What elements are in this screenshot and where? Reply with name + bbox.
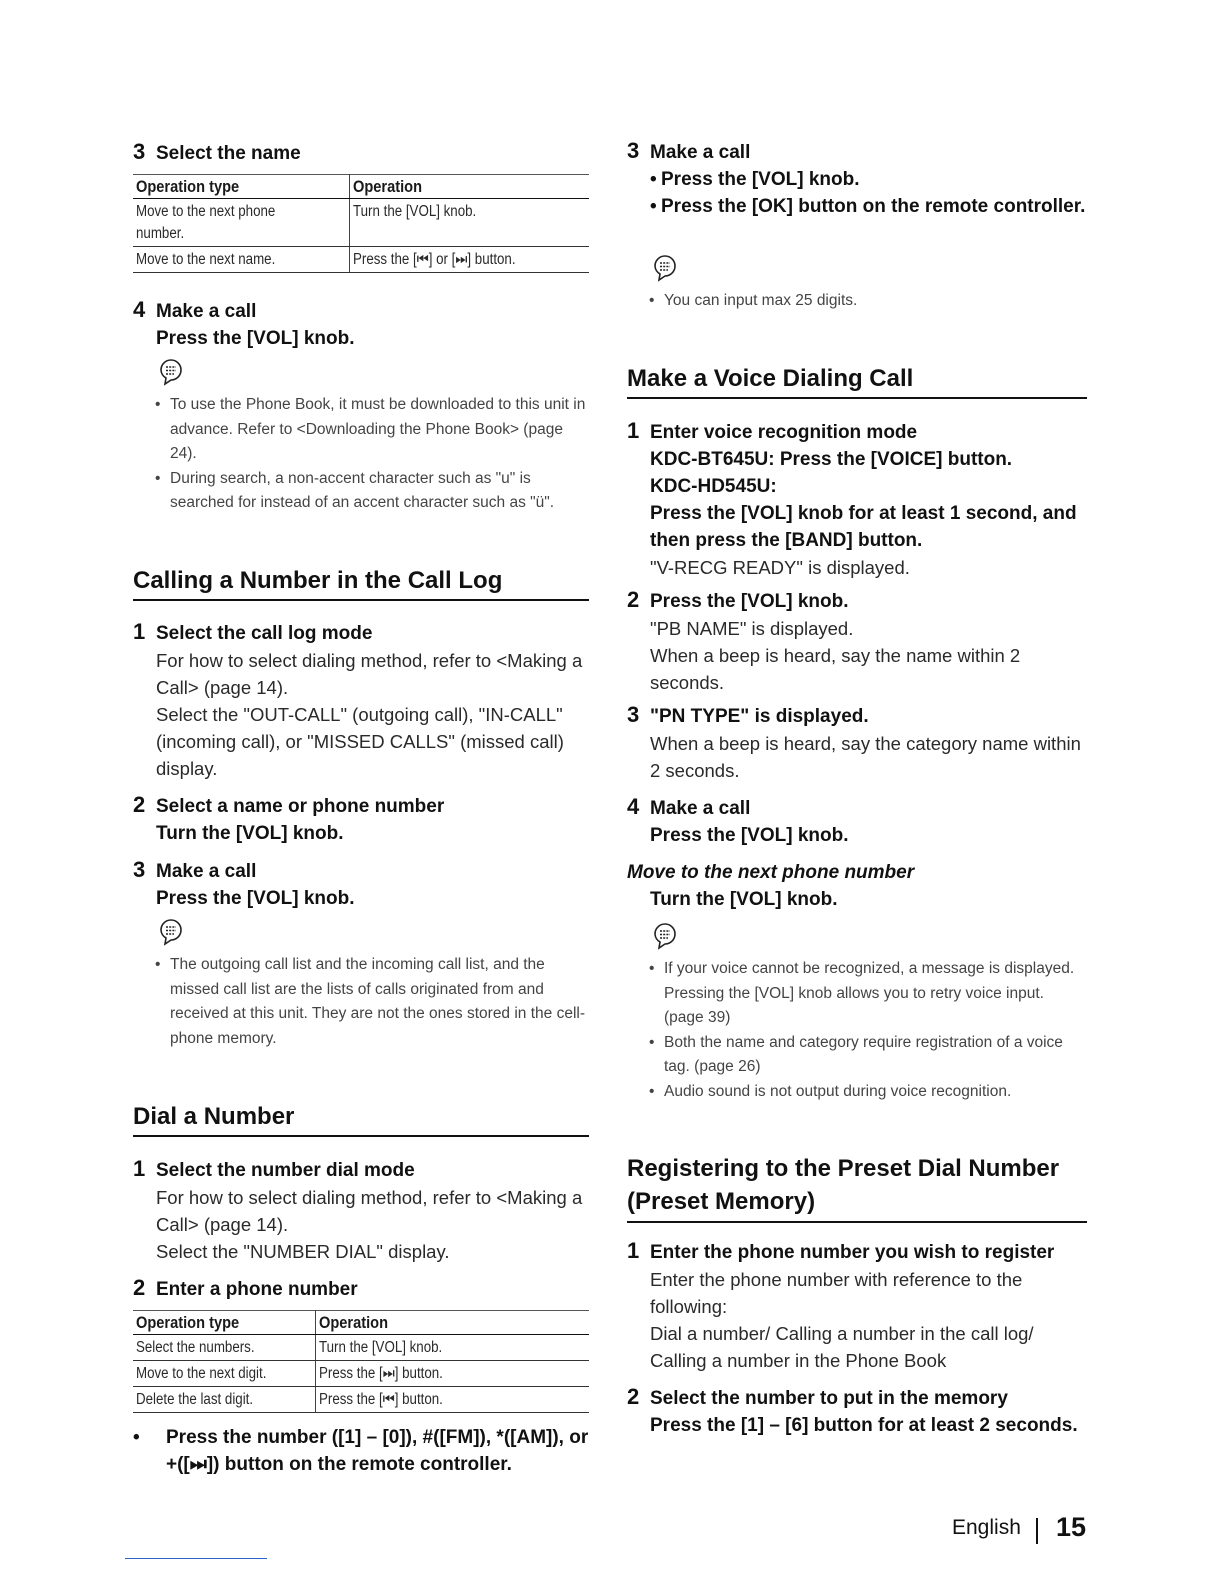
step-number: 2: [627, 587, 640, 612]
step-number: 4: [627, 794, 640, 819]
step-title: Select the name: [156, 143, 301, 164]
remote-bullet: • Press the number ([1] – [0]), #([FM]), *([AM]), or +([⏭]) button on the remote controller.: [133, 1424, 589, 1478]
step-title: Select the call log mode: [156, 623, 373, 644]
step-make-call-log: [133, 856, 589, 912]
step-title: Select the number to put in the memory: [650, 1388, 1008, 1409]
note-item: • If your voice cannot be recognized, a message is displayed. Pressing the [VOL] knob allows you to retry voice input. (page 39): [649, 957, 1087, 1031]
note-item: • During search, a non-accent character such as "u" is searched for instead of an accent character such as "ü".: [155, 467, 589, 516]
step-body: Enter the phone number with reference to the following:: [650, 1269, 1023, 1317]
note-icon: [649, 250, 681, 282]
step-title: Enter voice recognition mode: [650, 422, 918, 443]
step-number: 3: [133, 857, 146, 882]
step-number: 1: [627, 1238, 640, 1263]
step-title: Select a name or phone number: [156, 796, 445, 817]
step-make-call: [133, 296, 589, 352]
step-instruction: Press the [1] – [6] button for at least 2 seconds.: [650, 1415, 1078, 1436]
step-number: 3: [133, 139, 146, 164]
step-press-vol: [627, 586, 1087, 696]
table-cell: Select the numbers.: [133, 1335, 315, 1361]
step-body: For how to select dialing method, refer to <Making a Call> (page 14).: [156, 1187, 583, 1235]
table-header-cell: Operation type: [133, 1311, 315, 1335]
step-number: 1: [627, 418, 640, 443]
step-body: When a beep is heard, say the name within 2 seconds.: [650, 645, 1021, 693]
bullet-item: • Press the [VOL] knob.: [650, 169, 860, 190]
step-number: 2: [627, 1384, 640, 1409]
note-item: • To use the Phone Book, it must be downloaded to this unit in advance. Refer to <Downloading the Phone Book> (page 24).: [155, 393, 589, 467]
table-header-row: [133, 1311, 589, 1335]
step-instruction: Press the [VOL] knob for at least 1 second, and then press the [BAND] button.: [650, 503, 1077, 551]
step-title: Make a call: [650, 798, 751, 819]
table-header-cell: Operation: [350, 175, 590, 199]
step-instruction: Press the [VOL] knob.: [156, 328, 355, 349]
subsection-title: Move to the next phone number: [627, 862, 915, 883]
operation-table-dial: [133, 1310, 589, 1413]
table-row: [133, 1335, 589, 1361]
step-number-dial-mode: [133, 1155, 589, 1265]
table-cell: Press the [⏭] button.: [315, 1361, 589, 1387]
step-enter-number-register: [627, 1237, 1087, 1374]
table-header-row: [133, 175, 589, 199]
note-icon: [155, 914, 187, 946]
step-title: Make a call: [650, 142, 751, 163]
table-cell: Move to the next phone number.: [133, 199, 350, 247]
step-title: Enter the phone number you wish to register: [650, 1242, 1055, 1263]
note-item: • Both the name and category require registration of a voice tag. (page 26): [649, 1031, 1087, 1080]
page-number: 15: [1056, 1512, 1087, 1542]
operation-table-name: [133, 174, 589, 273]
note-block: [133, 354, 589, 516]
step-title: Select the number dial mode: [156, 1160, 415, 1181]
step-enter-phone-number: [133, 1274, 589, 1303]
step-body: Select the "NUMBER DIAL" display.: [156, 1241, 450, 1262]
step-body: For how to select dialing method, refer to <Making a Call> (page 14).: [156, 650, 583, 698]
table-cell: Press the [⏮] button.: [315, 1387, 589, 1413]
table-cell: Turn the [VOL] knob.: [315, 1335, 589, 1361]
note-block: [627, 918, 1087, 1104]
table-row: [133, 199, 589, 247]
step-title: Press the [VOL] knob.: [650, 591, 849, 612]
step-number: 1: [133, 619, 146, 644]
section-heading-preset: Registering to the Preset Dial Number (Preset Memory): [627, 1152, 1087, 1223]
step-title: Enter a phone number: [156, 1279, 358, 1300]
step-instruction: Press the [VOL] knob.: [156, 888, 355, 909]
table-cell: Move to the next name.: [133, 247, 350, 273]
table-row: [133, 1387, 589, 1413]
step-body: "V-RECG READY" is displayed.: [650, 557, 910, 578]
step-voice-mode: [627, 417, 1087, 581]
table-cell: Turn the [VOL] knob.: [350, 199, 590, 247]
step-instruction: Press the [VOL] knob.: [650, 825, 849, 846]
subsection-instruction: Turn the [VOL] knob.: [650, 889, 838, 910]
step-body: Dial a number/ Calling a number in the call log/ Calling a number in the Phone Book: [650, 1323, 1034, 1371]
step-call-log-mode: [133, 618, 589, 782]
step-instruction: KDC-HD545U:: [650, 476, 777, 497]
step-body: "PB NAME" is displayed.: [650, 618, 854, 639]
note-item: • The outgoing call list and the incoming call list, and the missed call list are the lists of calls originated from and received at this unit. They are not the ones stored in the cell-phone memory.: [155, 953, 589, 1051]
step-number: 4: [133, 297, 146, 322]
step-select-name-number: [133, 791, 589, 847]
step-title: "PN TYPE" is displayed.: [650, 706, 869, 727]
bullet-text: Press the number ([1] – [0]), #([FM]), *([AM]), or +([⏭]) button on the remote controller.: [166, 1427, 589, 1475]
bullet-item: • Press the [OK] button on the remote controller.: [650, 196, 1086, 217]
step-number: 2: [133, 792, 146, 817]
step-instruction: Turn the [VOL] knob.: [156, 823, 344, 844]
section-heading-voice: Make a Voice Dialing Call: [627, 364, 1087, 399]
step-instruction: KDC-BT645U: Press the [VOICE] button.: [650, 449, 1013, 470]
note-item: • Audio sound is not output during voice recognition.: [649, 1080, 1087, 1105]
step-title: Make a call: [156, 301, 257, 322]
step-select-name: [133, 138, 589, 167]
step-make-call-voice: [627, 793, 1087, 849]
step-select-memory: [627, 1383, 1087, 1439]
step-make-call-dial: [627, 137, 1087, 220]
table-row: [133, 247, 589, 273]
step-body: When a beep is heard, say the category name within 2 seconds.: [650, 733, 1081, 781]
table-cell: Delete the last digit.: [133, 1387, 315, 1413]
step-number: 2: [133, 1275, 146, 1300]
step-title: Make a call: [156, 861, 257, 882]
table-cell: Move to the next digit.: [133, 1361, 315, 1387]
section-heading-dial: Dial a Number: [133, 1102, 589, 1137]
note-item: • You can input max 25 digits.: [649, 289, 1087, 314]
step-number: 3: [627, 138, 640, 163]
step-number: 3: [627, 702, 640, 727]
table-row: [133, 1361, 589, 1387]
table-cell: Press the [⏮] or [⏭] button.: [350, 247, 590, 273]
note-block: [627, 250, 1087, 314]
bottom-rule: [125, 1558, 267, 1559]
footer-divider: [1036, 1518, 1038, 1544]
table-header-cell: Operation type: [133, 175, 350, 199]
table-header-cell: Operation: [315, 1311, 589, 1335]
subsection-next-number: [627, 859, 1087, 913]
step-body: Select the "OUT-CALL" (outgoing call), "IN-CALL" (incoming call), or "MISSED CALLS" (missed call) display.: [156, 704, 564, 779]
note-icon: [155, 354, 187, 386]
note-block: [133, 914, 589, 1051]
note-icon: [649, 918, 681, 950]
section-heading-call-log: Calling a Number in the Call Log: [133, 566, 589, 601]
step-pn-type: [627, 701, 1087, 784]
footer-language: English: [952, 1516, 1021, 1539]
step-number: 1: [133, 1156, 146, 1181]
